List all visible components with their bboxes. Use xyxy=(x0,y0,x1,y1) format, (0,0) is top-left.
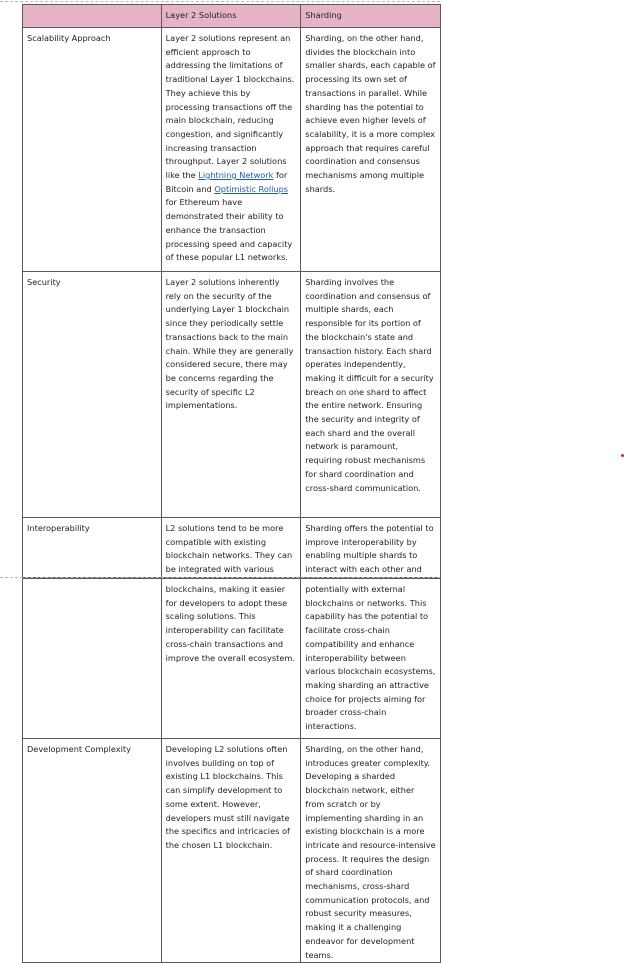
text-l2-scalability-3: for Ethereum have demonstrated their ability to enhance the transaction processing speed and capacity of these popular L1 networks. xyxy=(165,197,293,263)
cell-sharding-interoperability: Sharding offers the potential to improve interoperability by enabling multiple shards to interact with each other and xyxy=(301,518,441,578)
cell-l2-security: Layer 2 solutions inherently rely on the security of the underlying Layer 1 blockchain since they periodically settle transactions back to the main chain. While they are generally considered secure, there may be concerns regarding the security of specific L2 implementations. xyxy=(161,272,301,518)
row-label-interoperability: Interoperability xyxy=(23,518,162,578)
link-lightning-network[interactable]: Lightning Network xyxy=(198,170,274,181)
table-row-interoperability xyxy=(23,518,441,578)
header-layer2: Layer 2 Solutions xyxy=(161,5,301,28)
header-sharding: Sharding xyxy=(301,5,441,28)
red-dot-mark xyxy=(621,454,624,457)
header-row xyxy=(23,5,441,28)
header-corner-cell xyxy=(23,5,162,28)
text-l2-scalability-2: for Bitcoin and xyxy=(165,170,288,194)
row-label-scalability: Scalability Approach xyxy=(23,28,162,272)
cell-l2-development-complexity: Developing L2 solutions often involves building on top of existing L1 blockchains. This can simplify development to some extent. However, developers must still navigate the specifics and intricacies of the chosen L1 blockchain. xyxy=(161,739,301,963)
cell-sharding-scalability: Sharding, on the other hand, divides the blockchain into smaller shards, each capable of processing its own set of transactions in parallel. While sharding has the potential to achieve even higher levels of scalability, it is a more complex approach that requires careful coordination and consensus mechanisms among multiple shards. xyxy=(301,28,441,272)
cell-l2-interoperability-continued: blockchains, making it easier for developers to adopt these scaling solutions. This interoperability can facilitate cross-chain transactions and improve the overall ecosystem. xyxy=(161,579,301,739)
table-row-interoperability-continued xyxy=(23,579,441,739)
table-row-development-complexity xyxy=(23,739,441,963)
row-label-security: Security xyxy=(23,272,162,518)
cell-sharding-security: Sharding involves the coordination and consensus of multiple shards, each responsible for its portion of the blockchain's state and transaction history. Each shard operates independently, making it difficult for a security breach on one shard to affect the entire network. Ensuring the security and integrity of each shard and the overall network is paramount, requiring robust mechanisms for shard coordination and cross-shard communication. xyxy=(301,272,441,518)
link-optimistic-rollups[interactable]: Optimistic Rollups xyxy=(214,183,289,194)
comparison-table-page-2 xyxy=(22,578,441,963)
page-break-top xyxy=(0,1,440,2)
table-row-security xyxy=(23,272,441,518)
text-l2-scalability-1: Layer 2 solutions represent an efficient approach to addressing the limitations of traditional Layer 1 blockchains. They achieve this by processing transactions off the main blockchain, reducing congestion, and significantly increasing transaction throughput. Layer 2 solutions like the xyxy=(165,33,295,181)
table-row-scalability xyxy=(23,28,441,272)
cell-sharding-interoperability-continued: potentially with external blockchains or networks. This capability has the potential to facilitate cross-chain compatibility and enhance interoperability between various blockchain ecosystems, making sharding an attractive choice for projects aiming for broader cross-chain interactions. xyxy=(301,579,441,739)
cell-sharding-development-complexity: Sharding, on the other hand, introduces greater complexity. Developing a sharded blockchain network, either from scratch or by implementing sharding in an existing blockchain is a more intricate and resource-intensive process. It requires the design of shard coordination mechanisms, cross-shard communication protocols, and robust security measures, making it a challenging endeavor for development teams. xyxy=(301,739,441,963)
cell-l2-scalability xyxy=(161,28,301,272)
row-label-continued xyxy=(23,579,162,739)
comparison-table-page-1 xyxy=(22,4,441,578)
cell-l2-interoperability: L2 solutions tend to be more compatible with existing blockchain networks. They can be integrated with various xyxy=(161,518,301,578)
row-label-development-complexity: Development Complexity xyxy=(23,739,162,963)
